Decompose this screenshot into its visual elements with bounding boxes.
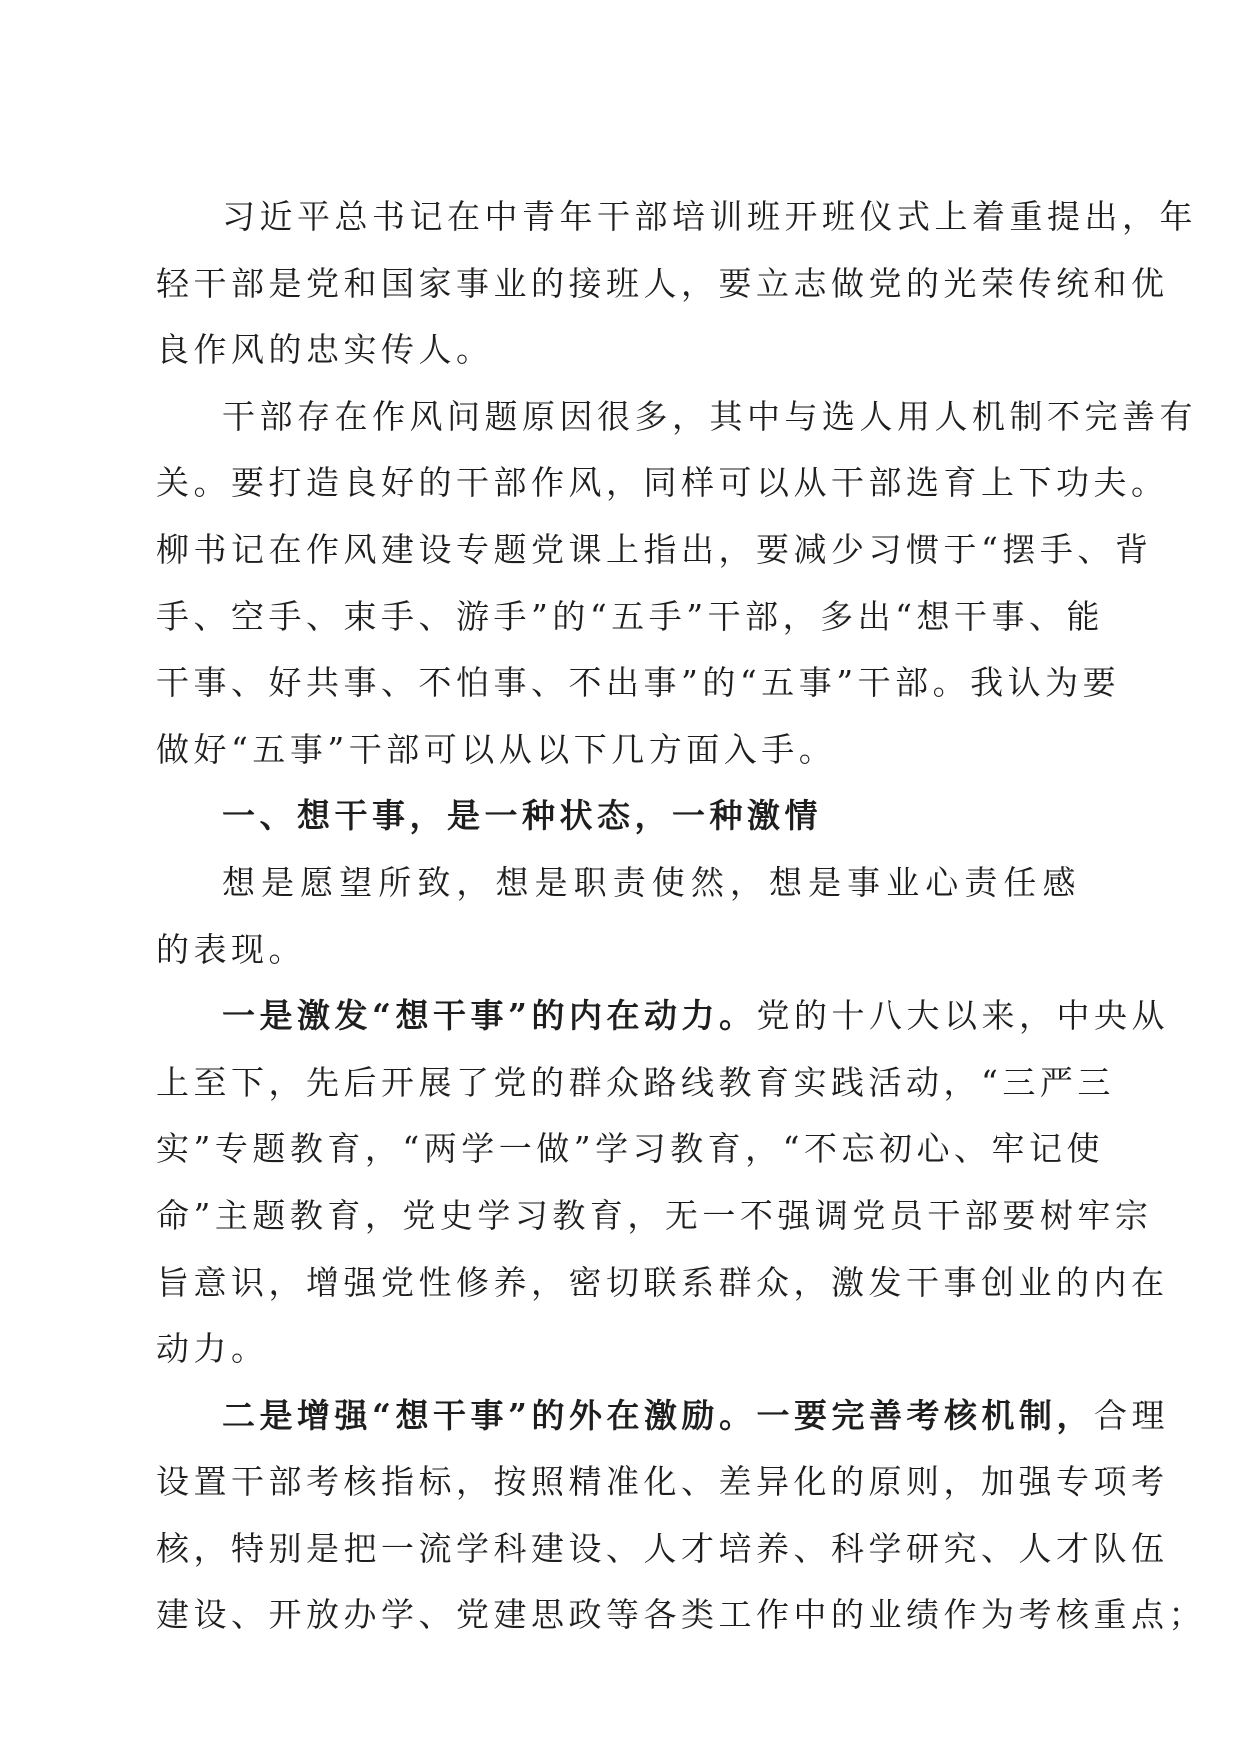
text-line: 良作风的忠实传人。	[156, 330, 494, 370]
text-line: 建设、开放办学、党建思政等各类工作中的业绩作为考核重点；	[156, 1595, 1206, 1635]
paragraph-3: 想是愿望所致，想是职责使然，想是事业心责任感的表现。	[156, 862, 1080, 969]
text-line: 核，特别是把一流学科建设、人才培养、科学研究、人才队伍	[156, 1528, 1169, 1568]
text-line: 干部存在作风问题原因很多，其中与选人用人机制不完善有	[222, 396, 1197, 436]
text-line: 实”专题教育，“两学一做”学习教育，“不忘初心、牢记使	[156, 1129, 1104, 1169]
line-rest-text: 合理	[1093, 1395, 1169, 1435]
text-line: 手、空手、束手、游手”的“五手”干部，多出“想干事、能	[156, 596, 1104, 636]
text-line: 上至下，先后开展了党的群众路线教育实践活动，“三严三	[156, 1062, 1115, 1102]
text-line: 习近平总书记在中青年干部培训班开班仪式上着重提出，年	[222, 197, 1197, 236]
text-line: 轻干部是党和国家事业的接班人，要立志做党的光荣传统和优	[156, 263, 1169, 303]
section-heading-1: 一、想干事，是一种状态，一种激情	[222, 796, 822, 836]
bold-lead-text: 一是激发“想干事”的内在动力。	[222, 996, 757, 1036]
paragraph-4	[156, 983, 1169, 1383]
text-line	[156, 1383, 1169, 1450]
text-line: 关。要打造良好的干部作风，同样可以从干部选育上下功夫。	[156, 463, 1169, 503]
text-line: 干事、好共事、不怕事、不出事”的“五事”干部。我认为要	[156, 663, 1121, 703]
text-line: 命”主题教育，党史学习教育，无一不强调党员干部要树牢宗	[156, 1195, 1153, 1235]
document-page	[156, 184, 1206, 1649]
line-rest-text: 党的十八大以来，中央从	[756, 996, 1169, 1036]
text-line: 旨意识，增强党性修养，密切联系群众，激发干事创业的内在	[156, 1262, 1169, 1302]
text-line: 柳书记在作风建设专题党课上指出，要减少习惯于“摆手、背	[156, 529, 1153, 569]
paragraph-5	[156, 1383, 1206, 1649]
text-line: 动力。	[156, 1329, 269, 1369]
text-line: 做好“五事”干部可以从以下几方面入手。	[156, 729, 837, 769]
bold-lead-text: 二是增强“想干事”的外在激励。一要完善考核机制，	[222, 1395, 1094, 1435]
text-line	[156, 983, 1169, 1050]
paragraph-2	[156, 384, 1197, 784]
paragraph-1	[156, 184, 1197, 384]
text-line: 设置干部考核指标，按照精准化、差异化的原则，加强专项考	[156, 1462, 1169, 1502]
